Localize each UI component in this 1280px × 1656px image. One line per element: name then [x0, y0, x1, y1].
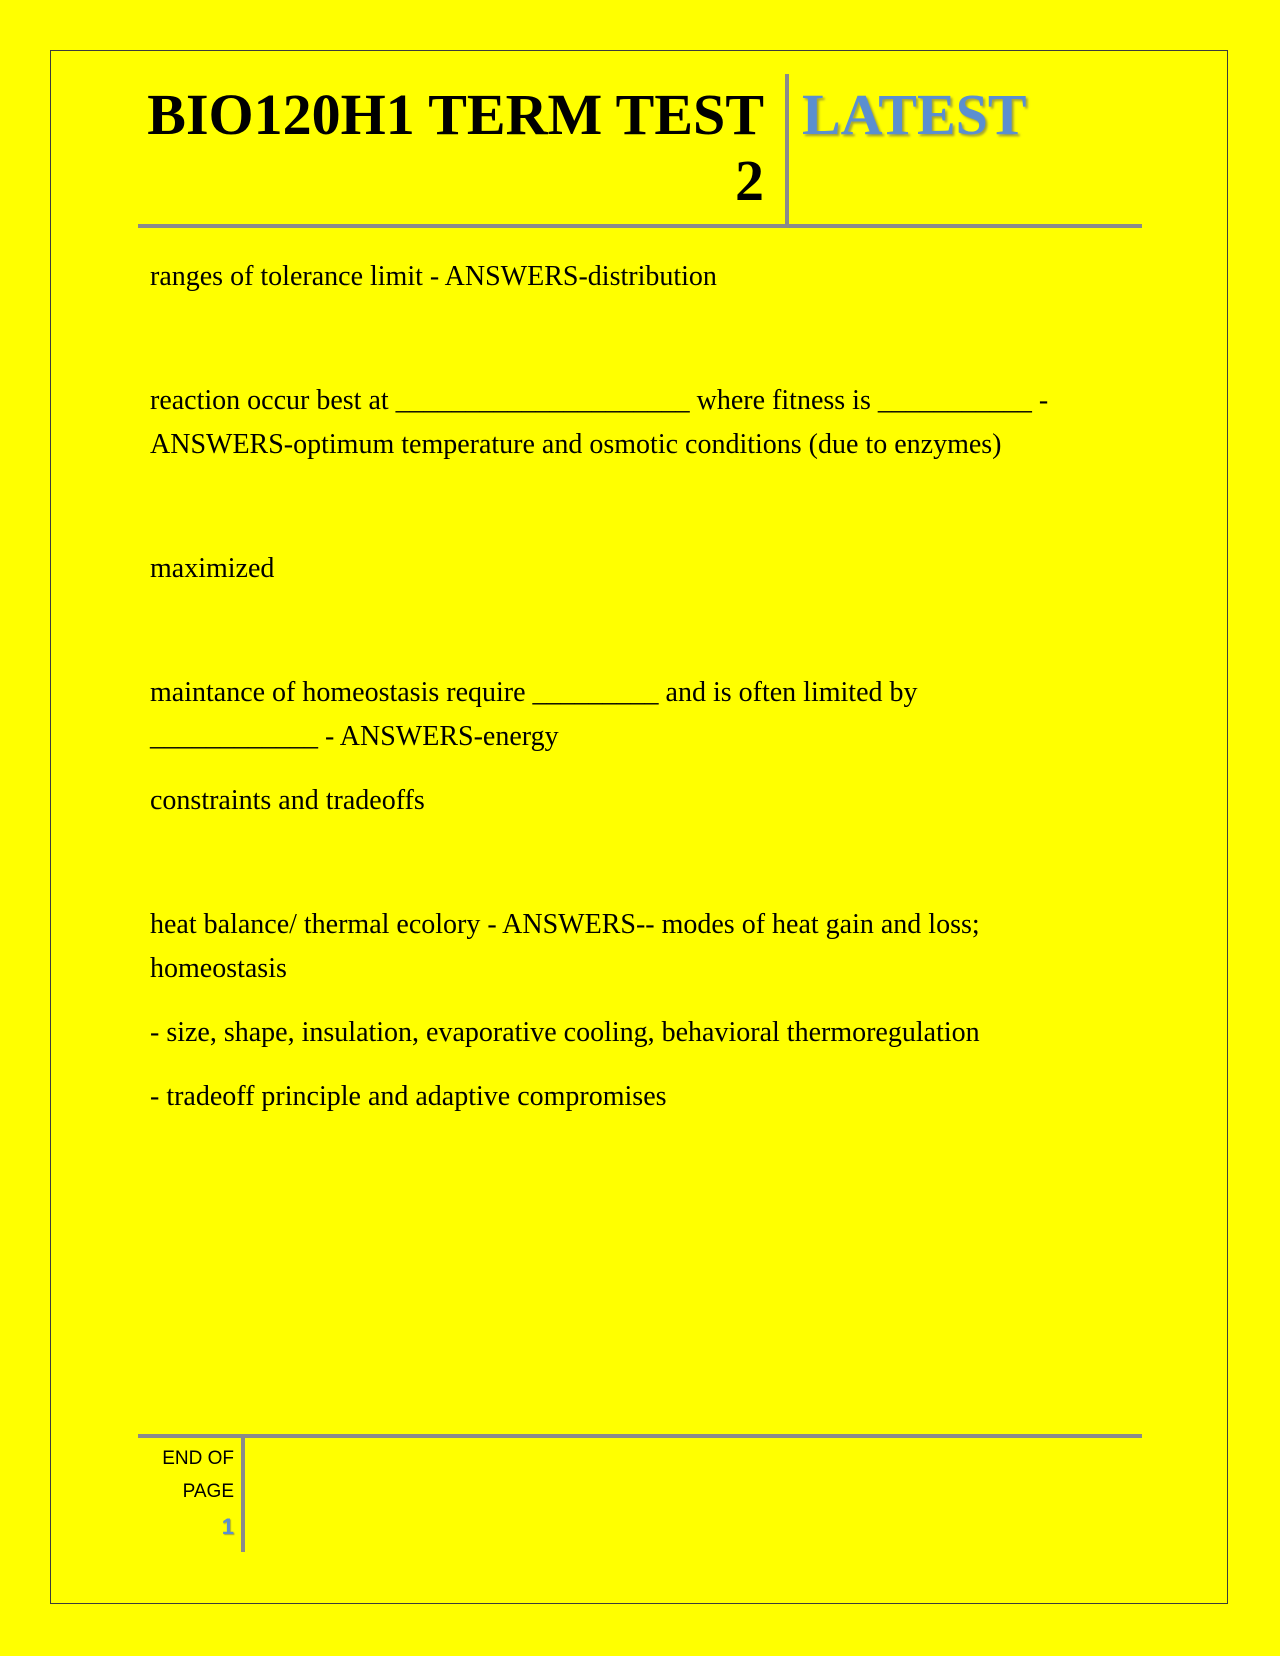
paragraph-1: ranges of tolerance limit - ANSWERS-distribution [150, 261, 717, 292]
footer-end-of: END OF [162, 1448, 234, 1469]
header-vertical-divider [785, 74, 789, 226]
title-line-2: 2 [735, 148, 764, 213]
paragraph-6: heat balance/ thermal ecolory - ANSWERS-- modes of heat gain and loss; homeostasis [150, 909, 980, 984]
paragraph-7: - size, shape, insulation, evaporative cooling, behavioral thermoregulation [150, 1017, 980, 1048]
document-title [138, 74, 774, 228]
page-footer [138, 1442, 234, 1546]
latest-tag: LATEST [802, 82, 1027, 147]
footer-vertical-divider [241, 1434, 245, 1552]
page-number: 1 [221, 1514, 234, 1539]
paragraph-8: - tradeoff principle and adaptive compromises [150, 1081, 667, 1112]
paragraph-5: constraints and tradeoffs [150, 785, 425, 816]
footer-rule [138, 1434, 1142, 1438]
header-rule [138, 224, 1142, 228]
document-body [150, 255, 1090, 1119]
title-line-1: BIO120H1 TERM TEST [147, 82, 764, 147]
document-header [138, 74, 1142, 228]
paragraph-3: maximized [150, 553, 275, 584]
paragraph-4: maintance of homeostasis require _________ and is often limited by ____________ - ANSWERS-energy [150, 677, 918, 752]
footer-page: PAGE [182, 1481, 234, 1502]
paragraph-2: reaction occur best at _____________________ where fitness is ___________ - ANSWERS-optimum temperature and osmotic conditions (due to enzymes) [150, 385, 1049, 460]
